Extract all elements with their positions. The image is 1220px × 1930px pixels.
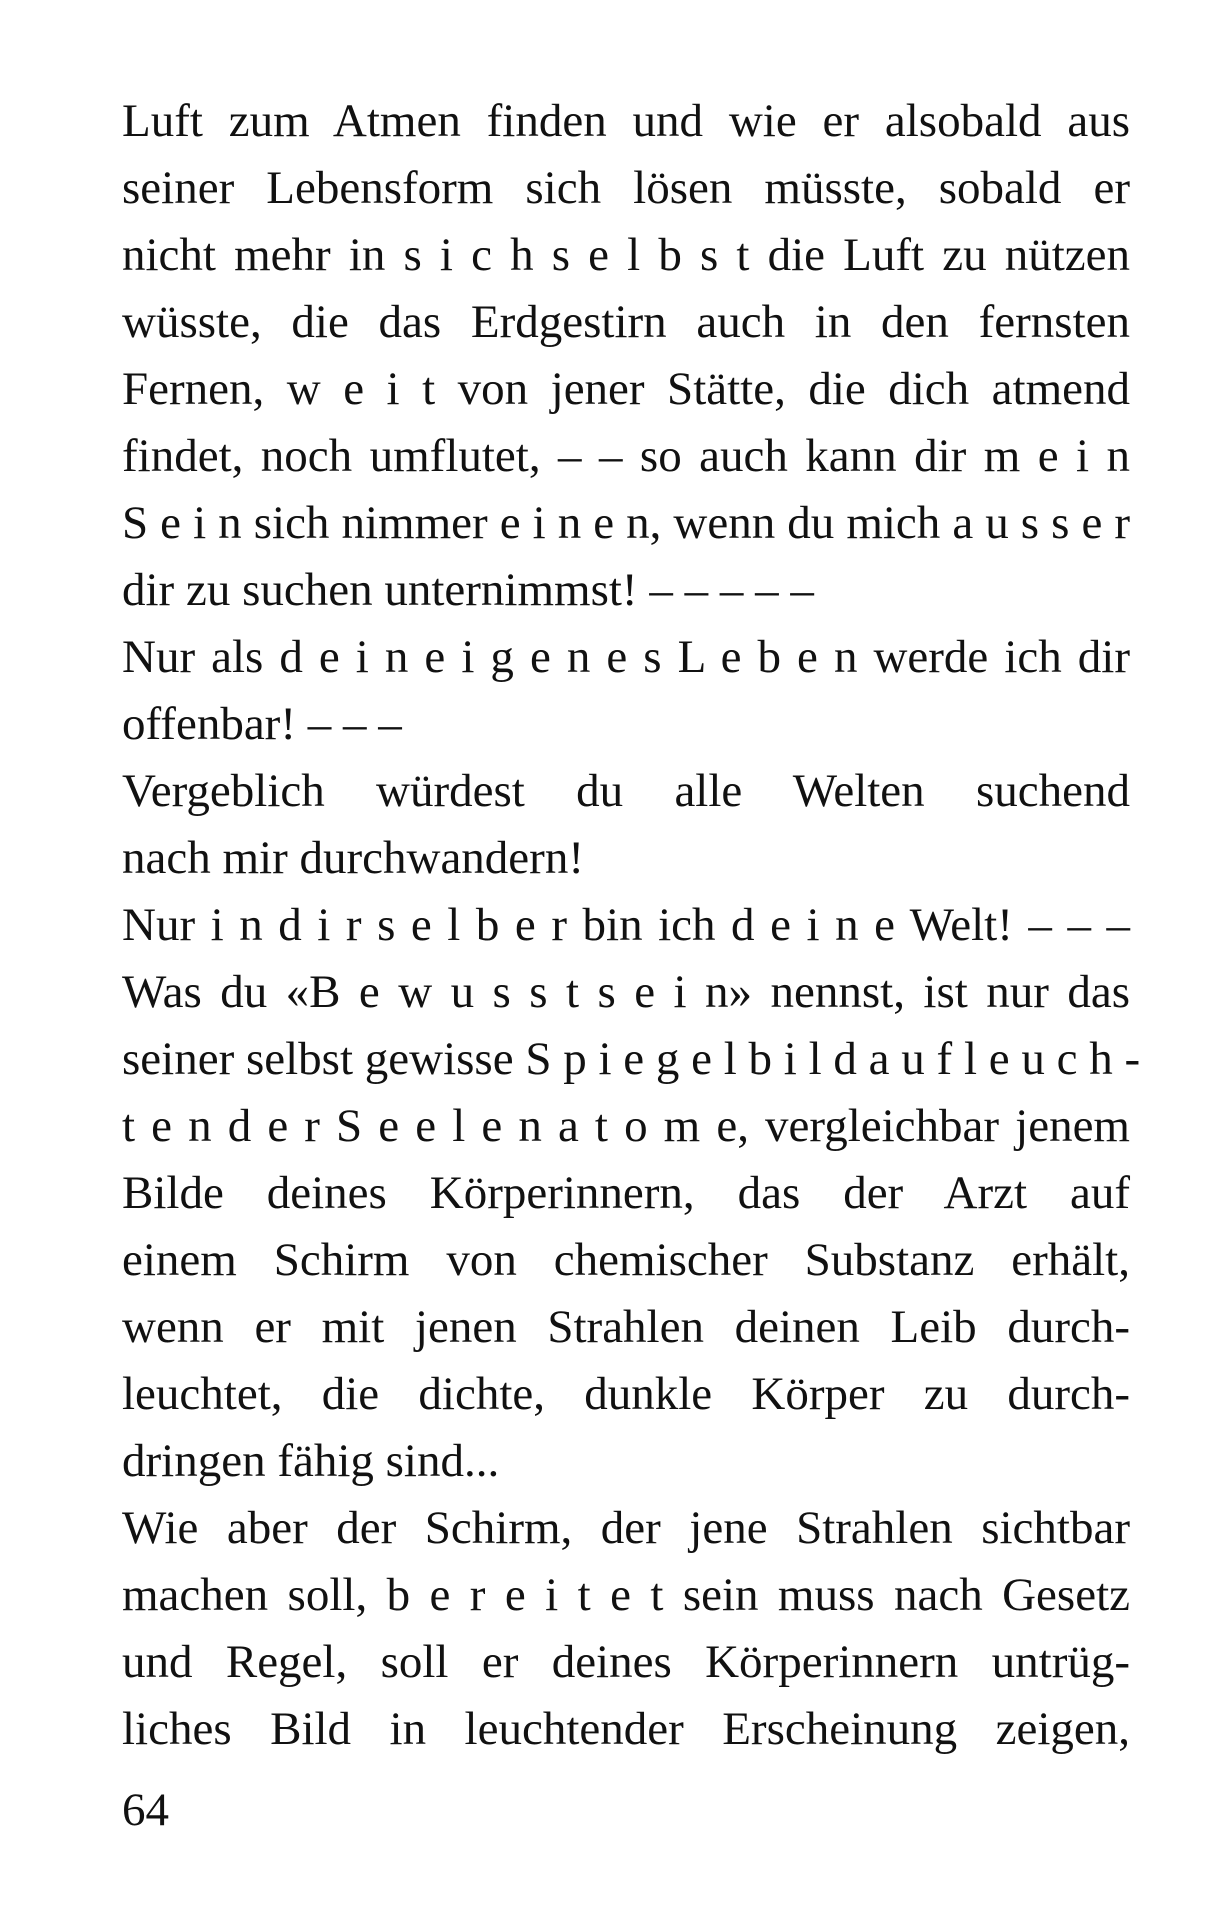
text-line: leuchtet, die dichte, dunkle Körper zu durch- bbox=[122, 1368, 1130, 1420]
text-line: Fernen, w e i t von jener Stätte, die dich atmend bbox=[122, 363, 1130, 415]
text-line: dir zu suchen unternimmst! – – – – – bbox=[122, 564, 814, 616]
text-line: S e i n sich nimmer e i n e n, wenn du mich a u s s e r bbox=[122, 497, 1130, 549]
text-line: seiner Lebensform sich lösen müsste, sobald er bbox=[122, 162, 1130, 214]
text-line: Nur als d e i n e i g e n e s L e b e n werde ich dir bbox=[122, 631, 1130, 683]
page-number: 64 bbox=[122, 1784, 169, 1836]
text-line: nach mir durchwandern! bbox=[122, 832, 584, 884]
text-line: dringen fähig sind... bbox=[122, 1435, 500, 1487]
text-line: wüsste, die das Erdgestirn auch in den fernsten bbox=[122, 296, 1130, 348]
text-line: findet, noch umflutet, – – so auch kann dir m e i n bbox=[122, 430, 1130, 482]
text-line: Luft zum Atmen finden und wie er alsobald aus bbox=[122, 95, 1130, 147]
text-line: Bilde deines Körperinnern, das der Arzt auf bbox=[122, 1167, 1130, 1219]
text-line: nicht mehr in s i c h s e l b s t die Luft zu nützen bbox=[122, 229, 1130, 281]
text-line: t e n d e r S e e l e n a t o m e, vergleichbar jenem bbox=[122, 1100, 1130, 1152]
text-line: Wie aber der Schirm, der jene Strahlen sichtbar bbox=[122, 1502, 1130, 1554]
text-line: einem Schirm von chemischer Substanz erhält, bbox=[122, 1234, 1130, 1286]
text-line: Vergeblich würdest du alle Welten suchend bbox=[122, 765, 1130, 817]
text-line: Was du «B e w u s s t s e i n» nennst, ist nur das bbox=[122, 966, 1130, 1018]
text-line: seiner selbst gewisse S p i e g e l b i l d a u f l e u c h - bbox=[122, 1033, 1141, 1085]
text-line: machen soll, b e r e i t e t sein muss nach Gesetz bbox=[122, 1569, 1130, 1621]
page-body bbox=[122, 88, 1141, 1763]
text-line: Nur i n d i r s e l b e r bin ich d e i n e Welt! – – – bbox=[122, 899, 1130, 951]
text-line: liches Bild in leuchtender Erscheinung zeigen, bbox=[122, 1703, 1130, 1755]
text-line: offenbar! – – – bbox=[122, 698, 402, 750]
text-line: und Regel, soll er deines Körperinnern untrüg- bbox=[122, 1636, 1130, 1688]
text-line: wenn er mit jenen Strahlen deinen Leib durch- bbox=[122, 1301, 1130, 1353]
